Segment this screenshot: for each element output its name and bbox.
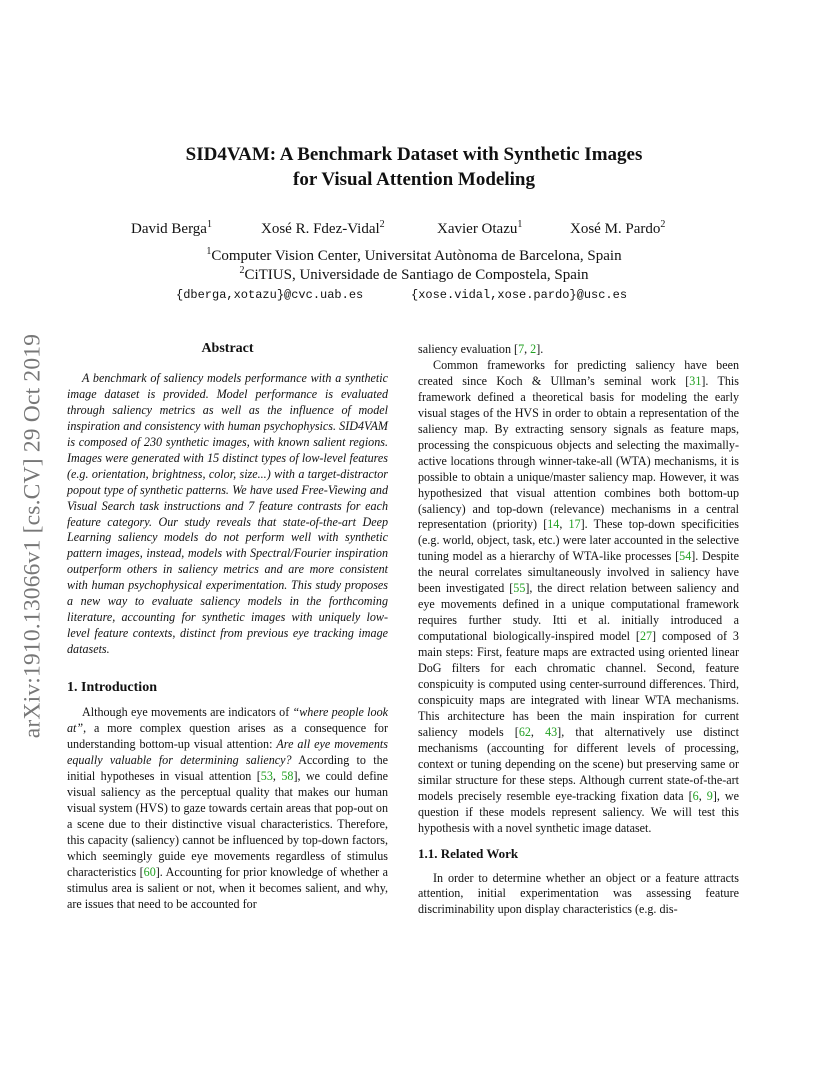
right-column (418, 342, 739, 918)
author-3 (437, 219, 522, 238)
citation-link[interactable]: 6 (692, 788, 699, 803)
arxiv-identifier: arXiv:1910.13066v1 [cs.CV] 29 Oct 2019 (19, 333, 46, 739)
abstract-heading: Abstract (201, 341, 254, 356)
author-1 (131, 219, 212, 238)
author-name: David Berga (131, 221, 207, 237)
citation-link[interactable]: 14 (547, 517, 560, 532)
citation-link[interactable]: 27 (639, 629, 653, 644)
citation-link[interactable]: 31 (689, 373, 702, 388)
citation-link[interactable]: 9 (706, 788, 713, 803)
affil-text: CiTIUS, Universidade de Santiago de Compostela, Spain (244, 267, 589, 283)
frameworks-paragraph: Common frameworks for predicting saliency have been created since Koch & Ullman’s seminal work [31]. This framework defined a theoretical basis for modeling the early visual stages of the HVS in order to obtain a representation of the saliency map. By extracting sensory signals as feature maps, processing the conspicuous objects and selecting the maximally-active locations through winner-take-all (WTA) mechanisms, it is possible to obtain a unique/master saliency map. However, it was hypothesized that visual attention combines both bottom-up (saliency) and top-down (relevance) mechanisms in a central representation (priority) [14, 17]. These top-down specificities (e.g. world, object, task, etc.) were later accounted in the selective tuning model as a hierarchy of WTA-like processes [54]. Despite the neural correlates simultaneously involved in saliency have been investigated [55], the direct relation between saliency and eye movements defined in a unique computational framework requires further study. Itti et al. initially introduced a computational biologically-inspired model [27] composed of 3 main steps: First, feature maps are extracted using oriented linear DoG filters for each chromatic channel. Second, feature conspicuity is computed using center-surround differences. Third, conspicuity maps are integrated with linear WTA mechanisms. This architecture has been the main inspiration for current saliency models [62, 43], that alternatively use distinct mechanisms (accounting for different levels of processing, context or tuning depending on the scene) but preserving same or similar structure for these steps. Although current state-of-the-art models precisely resemble eye-tracking fixation data [6, 9], we question if these models represent saliency. We will test this hypothesis with a novel synthetic image dataset. (418, 357, 740, 835)
abstract-text: A benchmark of saliency models performance with a synthetic image dataset is provided. Model performance is evaluated through saliency metrics as well as the influence of model inspiration and consistency with human psychophysics. SID4VAM is composed of 230 synthetic images, with known salient regions. Images were generated with 15 distinct types of low-level features (e.g. orientation, brightness, color, size...) with a target-distractor popout type of synthetic patterns. We have used Free-Viewing and Visual Search task instructions and 7 feature contrasts for each feature category. Our study reveals that state-of-the-art Deep Learning saliency models do not perform well with synthetic pattern images, instead, models with Spectral/Fourier inspiration outperform others in saliency metrics and are more consistent with human psychophysical experimentation. This study proposes a new way to evaluate saliency models in the forthcoming literature, accounting for synthetic images with uniquely low-level feature contexts, distinct from previous eye tracking image datasets. (67, 370, 388, 657)
author-affil-mark: 2 (379, 219, 385, 230)
citation-link[interactable]: 7 (518, 342, 525, 356)
author-name: Xavier Otazu (437, 221, 518, 237)
related-work-heading: 1.1. Related Work (418, 845, 519, 861)
author-affil-mark: 1 (517, 219, 523, 230)
author-affil-mark: 2 (660, 219, 666, 230)
title-line-1: SID4VAM: A Benchmark Dataset with Synthetic Images (185, 144, 643, 165)
citation-link[interactable]: 2 (530, 342, 537, 356)
related-work-paragraph: In order to determine whether an object or a feature attracts attention, initial experimentation was assessing feature discriminability upon display characteristics (e.g. dis- (418, 870, 739, 917)
citation-link[interactable]: 43 (545, 724, 558, 739)
author-name: Xosé M. Pardo (570, 221, 661, 237)
left-column (67, 341, 388, 912)
citation-link[interactable]: 58 (281, 768, 294, 783)
citation-link[interactable]: 54 (679, 549, 692, 564)
continued-paragraph: saliency evaluation [7, 2]. (418, 342, 544, 356)
author-4 (570, 219, 665, 238)
paper-title (0, 142, 828, 192)
affil-mark: 1 (206, 246, 212, 257)
citation-link[interactable]: 53 (260, 768, 273, 783)
intro-paragraph: Although eye movements are indicators of “where people look at”, a more complex question arises as a consequence for understanding bottom-up visual attention: Are all eye movements equally valuable for determining saliency? According to the initial hypotheses in visual attention [53, 58], we could define visual saliency as the perceptual quality that makes our human visual system (HVS) to gaze towards certain areas that pop-out on a scene due to their distinctive visual characteristics. Therefore, this capacity (saliency) cannot be influenced by top-down factors, which seemingly guide eye movements regardless of stimulus characteristics [60]. Accounting for prior knowledge of whether a stimulus area is salient or not, when it becomes salient, and why, are issues that need to be accounted for (67, 705, 389, 911)
affil-text: Computer Vision Center, Universitat Autònoma de Barcelona, Spain (211, 248, 622, 264)
email-2: {xose.vidal,xose.pardo}@usc.es (411, 288, 628, 302)
introduction-heading: 1. Introduction (67, 680, 157, 696)
citation-link[interactable]: 60 (143, 864, 156, 879)
citation-link[interactable]: 62 (518, 724, 531, 739)
title-line-2: for Visual Attention Modeling (293, 169, 535, 190)
author-affil-mark: 1 (206, 219, 212, 230)
author-2 (261, 219, 385, 238)
affiliation-2 (0, 265, 828, 284)
citation-link[interactable]: 55 (513, 581, 526, 596)
affil-mark: 2 (239, 265, 245, 276)
email-1: {dberga,xotazu}@cvc.uab.es (176, 288, 364, 302)
author-name: Xosé R. Fdez-Vidal (261, 221, 380, 237)
affiliation-1 (0, 246, 828, 265)
citation-link[interactable]: 17 (568, 517, 581, 532)
